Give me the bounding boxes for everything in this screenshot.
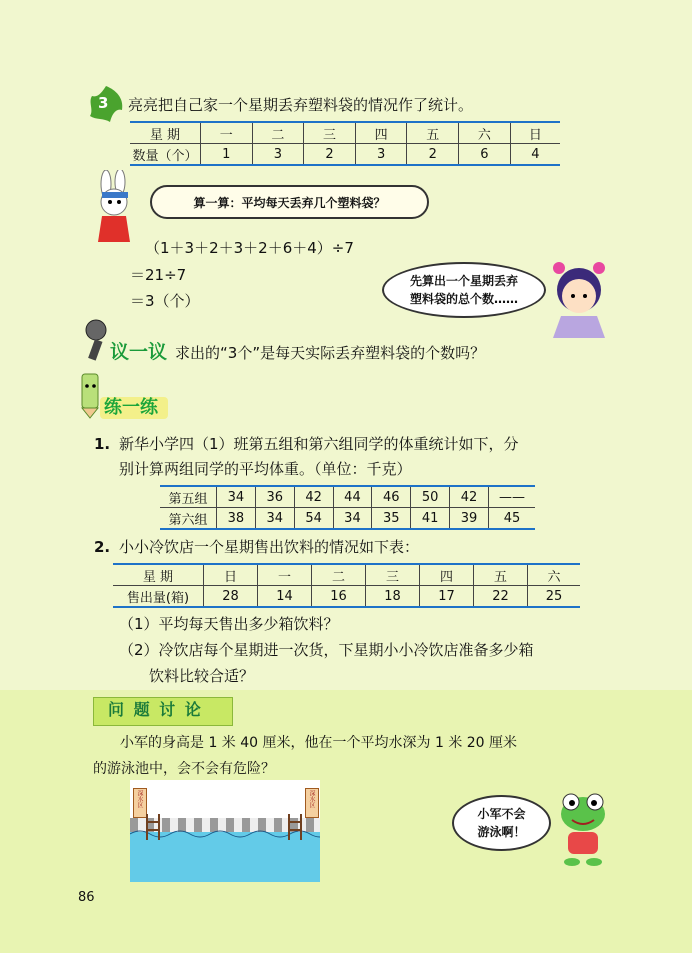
table-cell: 售出量(箱) <box>113 586 204 608</box>
table-cell: 三 <box>366 564 420 586</box>
table-cell: 17 <box>420 586 474 608</box>
pool-sign-right-text: 深水区 <box>308 790 315 808</box>
table-cell: 3 <box>355 144 407 166</box>
table-cell: 五 <box>407 122 459 144</box>
frog-speech-bubble <box>452 795 551 851</box>
table-cell: 14 <box>258 586 312 608</box>
table-cell: 四 <box>420 564 474 586</box>
discussion-line-2: 的游泳池中，会不会有危险？ <box>93 761 275 777</box>
table-cell: 34 <box>217 486 256 508</box>
weight-table <box>160 485 535 530</box>
discussion-line-1: 小军的身高是 1 米 40 厘米，他在一个平均水深为 1 米 20 厘米 <box>120 735 518 751</box>
table-cell: 34 <box>333 508 372 530</box>
table-cell: 6 <box>459 144 511 166</box>
table-cell: 五 <box>474 564 528 586</box>
question-1-number: 1. <box>94 435 111 453</box>
table-cell: 一 <box>201 122 253 144</box>
question-1-line-1: 新华小学四（1）班第五组和第六组同学的体重统计如下，分 <box>119 435 519 453</box>
page-number: 86 <box>78 890 95 905</box>
table-cell: 28 <box>204 586 258 608</box>
table-cell: 4 <box>531 146 540 162</box>
table-cell: 三 <box>304 122 356 144</box>
drink-sales-table <box>113 563 580 608</box>
calc-line-1: （1＋3＋2＋3＋2＋6＋4）÷7 <box>145 239 354 257</box>
frog-bubble-line-2: 游泳啊！ <box>477 825 526 839</box>
problem-3-text: 亮亮把自己家一个星期丢弃塑料袋的情况作了统计。 <box>128 96 474 114</box>
girl-bubble-line-1: 先算出一个星期丢弃 <box>409 274 518 288</box>
sub-question-2-line-1: （2）冷饮店每个星期进一次货，下星期小小冷饮店准备多少箱 <box>119 641 534 659</box>
table-cell: 二 <box>252 122 304 144</box>
table-cell: 36 <box>255 486 294 508</box>
table-cell: 22 <box>474 586 528 608</box>
frog-bubble-line-1: 小军不会 <box>477 807 526 821</box>
table-cell: 二 <box>312 564 366 586</box>
table-cell: 四 <box>355 122 407 144</box>
table-cell: 2 <box>304 144 356 166</box>
girl-bubble-line-2: 塑料袋的总个数…… <box>409 292 518 306</box>
table-cell: 数量（个） <box>130 144 201 166</box>
table-cell: 16 <box>312 586 366 608</box>
discussion-title: 问 题 讨 论 <box>108 700 203 719</box>
table-cell: 45 <box>503 510 521 526</box>
girl-illustration <box>545 258 615 338</box>
table-cell: 第五组 <box>160 486 217 508</box>
table-cell: 星 期 <box>130 122 201 144</box>
pool-illustration <box>130 780 320 882</box>
frog-illustration <box>552 790 614 868</box>
table-cell: 星 期 <box>113 564 204 586</box>
calc-line-3: ＝3（个） <box>130 292 200 310</box>
question-2-line: 小小冷饮店一个星期售出饮料的情况如下表： <box>119 538 420 556</box>
table-cell: 1 <box>201 144 253 166</box>
table-cell: 第六组 <box>160 508 217 530</box>
table-cell: 50 <box>411 486 450 508</box>
sub-question-2-line-2: 饮料比较合适？ <box>149 667 255 685</box>
problem-number: 3 <box>98 94 109 112</box>
table-cell: 3 <box>252 144 304 166</box>
table-cell: 六 <box>459 122 511 144</box>
question-2-number: 2. <box>94 538 111 556</box>
rabbit-speech-bubble <box>150 185 429 219</box>
table-cell: 日 <box>510 122 560 144</box>
table-cell: 42 <box>294 486 333 508</box>
question-1-line-2: 别计算两组同学的平均体重。（单位：千克） <box>119 460 412 478</box>
table-cell: 34 <box>255 508 294 530</box>
rabbit-illustration <box>88 170 148 248</box>
pool-sign-left-text: 深水区 <box>136 790 143 808</box>
table-cell: 54 <box>294 508 333 530</box>
table-cell: 日 <box>204 564 258 586</box>
practice-title: 练一练 <box>104 397 158 418</box>
table-cell: 18 <box>366 586 420 608</box>
table-cell: 42 <box>450 486 489 508</box>
table-cell: 2 <box>407 144 459 166</box>
pool-ladder-left <box>144 814 164 840</box>
table-cell: 六 <box>528 564 581 586</box>
plastic-bag-table <box>130 121 560 166</box>
microphone-icon <box>78 318 114 364</box>
table-cell: 44 <box>333 486 372 508</box>
table-cell: 46 <box>372 486 411 508</box>
calc-line-2: ＝21÷7 <box>130 266 187 284</box>
table-cell: 一 <box>258 564 312 586</box>
discuss-title: 议一议 <box>110 341 168 363</box>
table-cell: 39 <box>450 508 489 530</box>
table-cell: 38 <box>217 508 256 530</box>
table-cell: 41 <box>411 508 450 530</box>
discuss-text: 求出的“3个”是每天实际丢弃塑料袋的个数吗？ <box>175 344 486 362</box>
sub-question-1: （1）平均每天售出多少箱饮料？ <box>119 615 339 633</box>
table-cell: —— <box>489 486 536 508</box>
rabbit-bubble-text: 算一算：平均每天丢弃几个塑料袋？ <box>193 195 386 210</box>
pool-ladder-right <box>286 814 306 840</box>
table-cell: 35 <box>372 508 411 530</box>
girl-speech-bubble <box>382 262 546 318</box>
table-cell: 25 <box>545 588 563 604</box>
